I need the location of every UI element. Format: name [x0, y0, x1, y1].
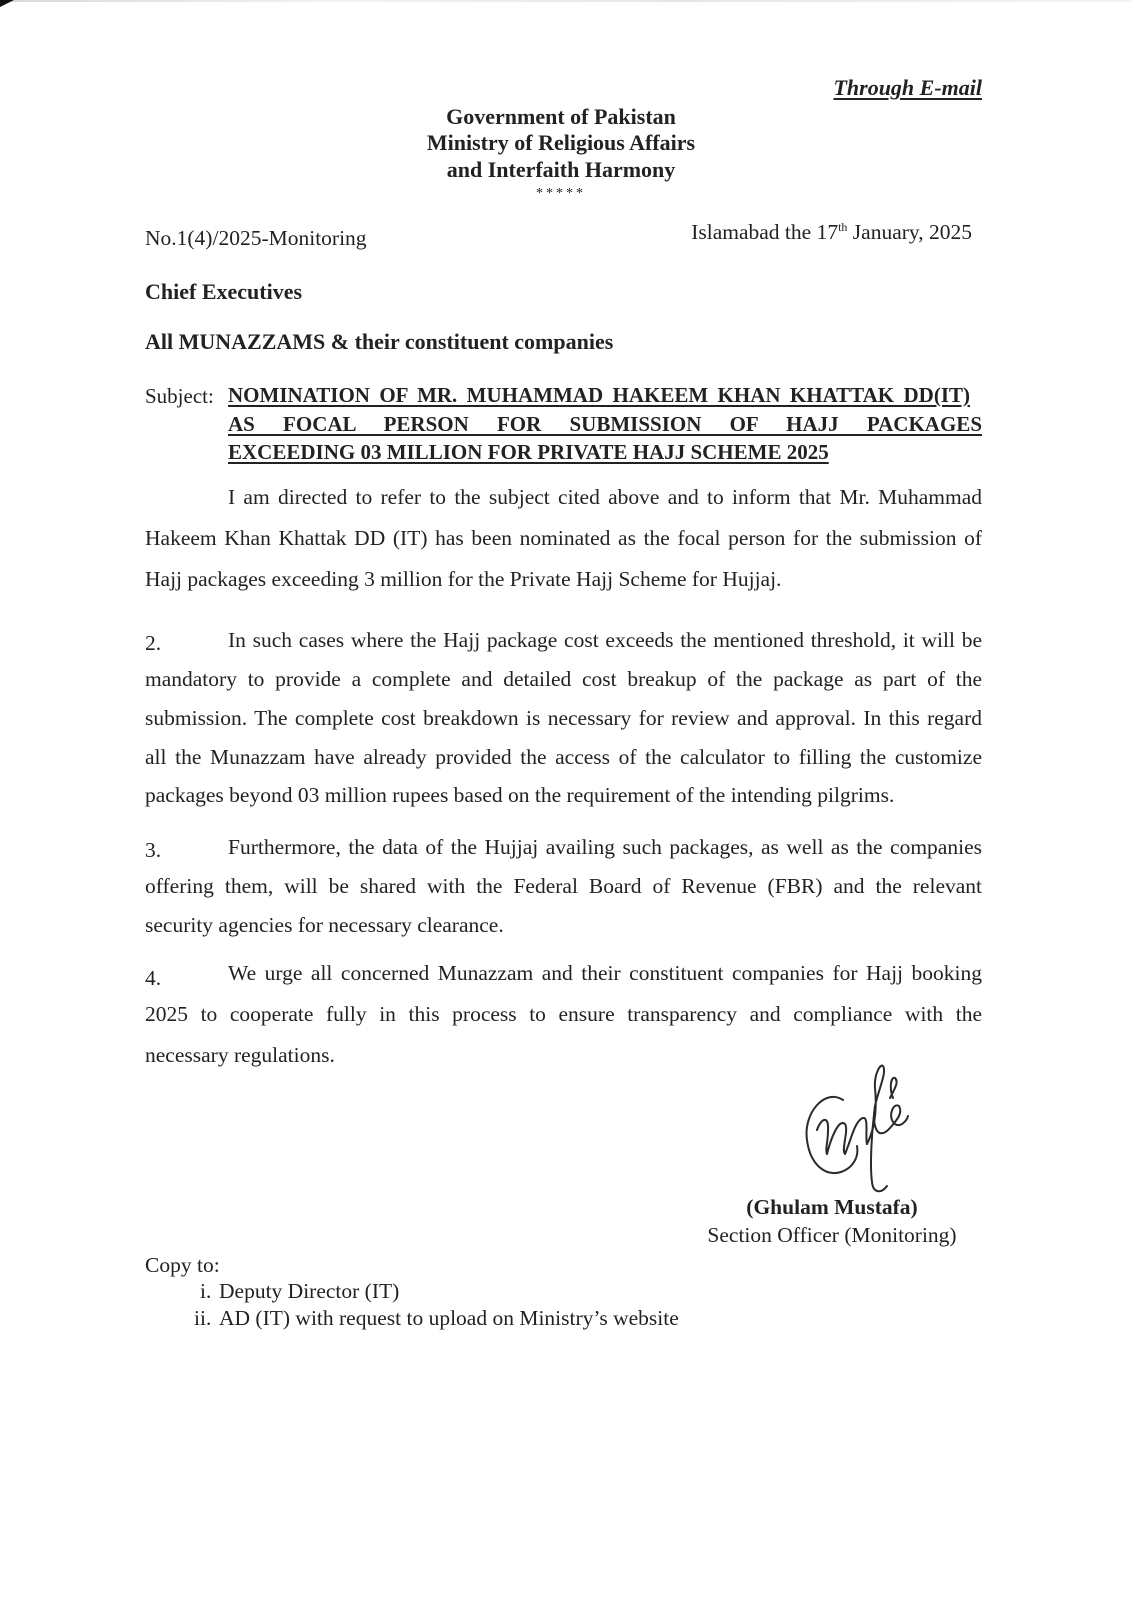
issue-date — [652, 219, 972, 245]
addressee-secondary: All MUNAZZAMS & their constituent companies — [145, 329, 614, 354]
scan-top-edge — [0, 0, 1131, 2]
letterhead-ministry: Ministry of Religious Affairs — [426, 130, 696, 155]
letterhead-ministry-continued: and Interfaith Harmony — [446, 157, 676, 182]
paragraph-2-line: packages beyond 03 million rupees based on the requirement of the intending pilgrims. — [145, 783, 895, 807]
paragraph-3-line: security agencies for necessary clearance. — [145, 913, 504, 937]
paragraph-4-line: necessary regulations. — [145, 1043, 335, 1067]
handwritten-signature — [795, 1058, 920, 1198]
paragraph-2-line: mandatory to provide a complete and detailed cost breakup of the package as part of the — [145, 667, 982, 691]
paragraph-3-line: Furthermore, the data of the Hujjaj availing such packages, as well as the companies — [228, 835, 982, 859]
paragraph-3-number: 3. — [145, 838, 162, 862]
paragraph-2-line: In such cases where the Hajj package cost exceeds the mentioned threshold, it will be — [228, 628, 982, 652]
paragraph-1-line: I am directed to refer to the subject cited above and to inform that Mr. Muhammad — [228, 485, 982, 509]
issue-date-day: 17 — [816, 220, 839, 244]
signatory-designation: Section Officer (Monitoring) — [707, 1223, 957, 1247]
subject-label: Subject: — [145, 384, 214, 408]
paragraph-2-number: 2. — [145, 631, 162, 655]
copy-to-item: AD (IT) with request to upload on Ministry’s website — [219, 1306, 679, 1330]
paragraph-4-line: We urge all concerned Munazzam and their constituent companies for Hajj booking — [228, 961, 982, 985]
copy-to-label: Copy to: — [145, 1253, 220, 1277]
subject-line: AS FOCAL PERSON FOR SUBMISSION OF HAJJ PACKAGES — [228, 412, 982, 436]
delivery-mode-note: Through E-mail — [833, 75, 982, 100]
issue-date-place: Islamabad the — [691, 220, 812, 244]
paragraph-3-line: offering them, will be shared with the Federal Board of Revenue (FBR) and the relevant — [145, 874, 982, 898]
copy-to-item: Deputy Director (IT) — [219, 1279, 400, 1303]
paragraph-1-line: Hakeem Khan Khattak DD (IT) has been nominated as the focal person for the submission of — [145, 526, 982, 550]
paragraph-2-line: all the Munazzam have already provided the access of the calculator to filling the customize — [145, 745, 982, 769]
issue-date-month-year: January, 2025 — [852, 220, 972, 244]
paragraph-4-number: 4. — [145, 966, 162, 990]
paragraph-4-line: 2025 to cooperate fully in this process to ensure transparency and compliance with the — [145, 1002, 982, 1026]
issue-date-ordinal: th — [838, 220, 848, 234]
paragraph-1-line: Hajj packages exceeding 3 million for the Private Hajj Scheme for Hujjaj. — [145, 567, 782, 591]
paragraph-2-line: submission. The complete cost breakdown is necessary for review and approval. In this regard — [145, 706, 982, 730]
letterhead-separator: ***** — [536, 186, 586, 201]
copy-to-item-marker: i. — [200, 1279, 212, 1303]
signatory-name: (Ghulam Mustafa) — [746, 1195, 918, 1219]
scan-corner-mark — [0, 0, 14, 7]
subject-line: EXCEEDING 03 MILLION FOR PRIVATE HAJJ SCHEME 2025 — [228, 440, 829, 464]
letterhead-government: Government of Pakistan — [446, 104, 676, 129]
subject-line: NOMINATION OF MR. MUHAMMAD HAKEEM KHAN KHATTAK DD(IT) — [228, 383, 970, 407]
addressee-primary: Chief Executives — [145, 279, 303, 304]
copy-to-item-marker: ii. — [194, 1306, 212, 1330]
reference-number: No.1(4)/2025-Monitoring — [145, 226, 367, 250]
